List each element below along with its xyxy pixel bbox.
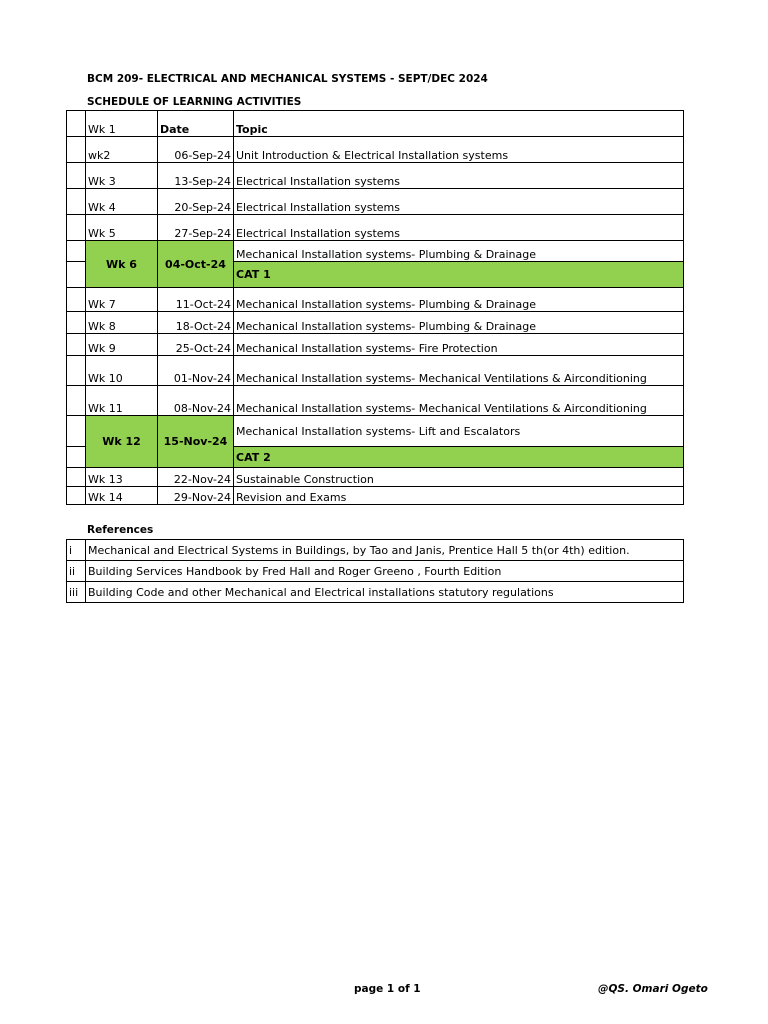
table-row xyxy=(67,312,684,334)
topic-cell: Electrical Installation systems xyxy=(234,163,684,189)
topic-cell: Mechanical Installation systems- Plumbing & Drainage xyxy=(234,241,684,262)
date-cell: 06-Sep-24 xyxy=(158,137,234,163)
topic-cell: Unit Introduction & Electrical Installation systems xyxy=(234,137,684,163)
header-date: Date xyxy=(158,111,234,137)
cat-cell: CAT 2 xyxy=(234,447,684,468)
table-row xyxy=(67,356,684,386)
references-table xyxy=(66,539,684,603)
document-subtitle: SCHEDULE OF LEARNING ACTIVITIES xyxy=(87,96,302,108)
topic-cell: Revision and Exams xyxy=(234,487,684,505)
document-title: BCM 209- ELECTRICAL AND MECHANICAL SYSTEMS - SEPT/DEC 2024 xyxy=(87,73,488,85)
week-cell: Wk 12 xyxy=(86,416,158,468)
date-cell: 01-Nov-24 xyxy=(158,356,234,386)
table-row xyxy=(67,189,684,215)
date-cell: 29-Nov-24 xyxy=(158,487,234,505)
week-cell: Wk 4 xyxy=(86,189,158,215)
week-cell: Wk 10 xyxy=(86,356,158,386)
date-cell: 20-Sep-24 xyxy=(158,189,234,215)
references-heading: References xyxy=(87,524,154,536)
topic-cell: Mechanical Installation systems- Mechanical Ventilations & Airconditioning xyxy=(234,356,684,386)
topic-cell: Electrical Installation systems xyxy=(234,215,684,241)
reference-text: Building Services Handbook by Fred Hall and Roger Greeno , Fourth Edition xyxy=(86,561,684,582)
topic-cell: Mechanical Installation systems- Lift and Escalators xyxy=(234,416,684,447)
table-header-row xyxy=(67,111,684,137)
topic-cell: Sustainable Construction xyxy=(234,468,684,487)
footer-author: @QS. Omari Ogeto xyxy=(598,983,708,995)
date-cell: 22-Nov-24 xyxy=(158,468,234,487)
date-cell: 08-Nov-24 xyxy=(158,386,234,416)
header-week: Wk 1 xyxy=(86,111,158,137)
table-row-cat1 xyxy=(67,241,684,262)
week-cell: Wk 5 xyxy=(86,215,158,241)
date-cell: 13-Sep-24 xyxy=(158,163,234,189)
table-row xyxy=(67,288,684,312)
week-cell: Wk 13 xyxy=(86,468,158,487)
table-row xyxy=(67,163,684,189)
date-cell: 04-Oct-24 xyxy=(158,241,234,288)
table-row xyxy=(67,468,684,487)
reference-number: i xyxy=(67,540,86,561)
table-row xyxy=(67,334,684,356)
topic-cell: Mechanical Installation systems- Fire Protection xyxy=(234,334,684,356)
reference-number: iii xyxy=(67,582,86,603)
date-cell: 15-Nov-24 xyxy=(158,416,234,468)
date-cell: 11-Oct-24 xyxy=(158,288,234,312)
week-cell: Wk 7 xyxy=(86,288,158,312)
table-row xyxy=(67,386,684,416)
topic-cell: Mechanical Installation systems- Plumbing & Drainage xyxy=(234,288,684,312)
week-cell: wk2 xyxy=(86,137,158,163)
date-cell: 27-Sep-24 xyxy=(158,215,234,241)
week-cell: Wk 3 xyxy=(86,163,158,189)
reference-row xyxy=(67,582,684,603)
reference-number: ii xyxy=(67,561,86,582)
header-topic: Topic xyxy=(234,111,684,137)
table-row xyxy=(67,215,684,241)
reference-text: Mechanical and Electrical Systems in Buildings, by Tao and Janis, Prentice Hall 5 th(or 4th) edition. xyxy=(86,540,684,561)
week-cell: Wk 6 xyxy=(86,241,158,288)
topic-cell: Mechanical Installation systems- Plumbing & Drainage xyxy=(234,312,684,334)
reference-row xyxy=(67,540,684,561)
cat-cell: CAT 1 xyxy=(234,262,684,288)
week-cell: Wk 14 xyxy=(86,487,158,505)
reference-row xyxy=(67,561,684,582)
date-cell: 25-Oct-24 xyxy=(158,334,234,356)
week-cell: Wk 9 xyxy=(86,334,158,356)
topic-cell: Electrical Installation systems xyxy=(234,189,684,215)
table-row xyxy=(67,487,684,505)
date-cell: 18-Oct-24 xyxy=(158,312,234,334)
week-cell: Wk 8 xyxy=(86,312,158,334)
reference-text: Building Code and other Mechanical and Electrical installations statutory regulations xyxy=(86,582,684,603)
topic-cell: Mechanical Installation systems- Mechanical Ventilations & Airconditioning xyxy=(234,386,684,416)
schedule-table xyxy=(66,110,684,505)
week-cell: Wk 11 xyxy=(86,386,158,416)
table-row-cat2 xyxy=(67,416,684,447)
table-row xyxy=(67,137,684,163)
page-number: page 1 of 1 xyxy=(354,983,421,995)
